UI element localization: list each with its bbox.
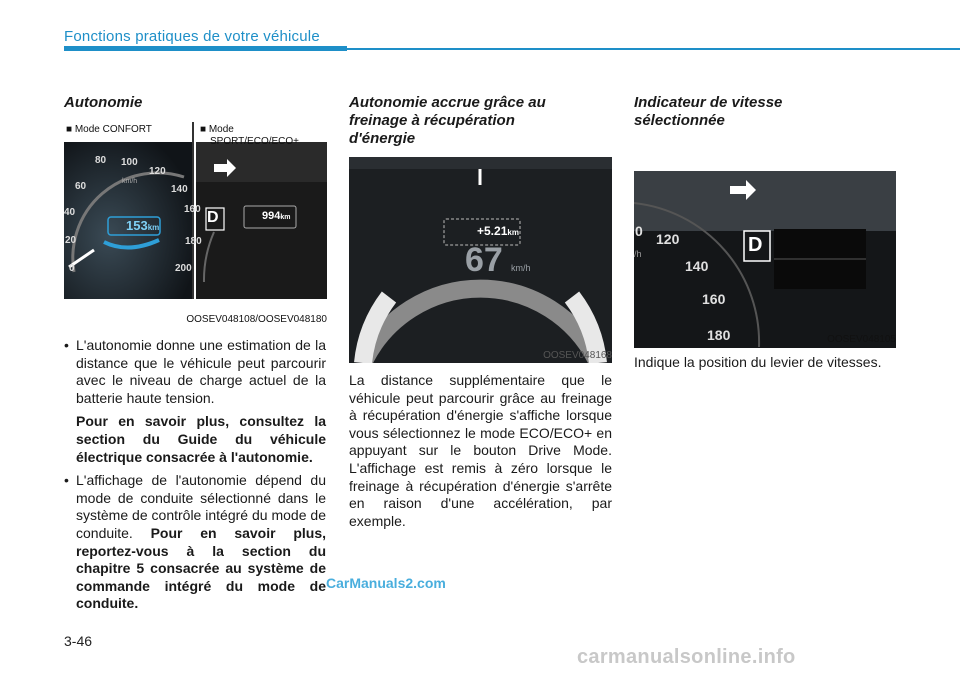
caption-indicateur: OOSEV048105 bbox=[827, 334, 896, 345]
gauge-tick-140: 140 bbox=[171, 184, 188, 195]
text-indicateur: Indique la position du levier de vitesses. bbox=[634, 354, 882, 370]
range-value-confort: 153km bbox=[126, 218, 160, 233]
heading-autonomie: Autonomie bbox=[64, 94, 143, 111]
gear-indicator-selected: D bbox=[748, 234, 763, 256]
page-number: 3-46 bbox=[64, 633, 93, 649]
gauge-tick-0: 0 bbox=[69, 263, 75, 274]
speed-tick-0: 0 bbox=[635, 223, 643, 239]
heading-indicateur-vitesse: Indicateur de vitesse sélectionnée bbox=[634, 94, 783, 129]
gauge-tick-120: 120 bbox=[149, 166, 166, 177]
gauge-tick-60: 60 bbox=[75, 181, 87, 192]
speed-unit: km/h bbox=[511, 263, 531, 273]
figure-freinage-recuperation bbox=[349, 157, 612, 363]
gauge-tick-180: 180 bbox=[185, 236, 202, 247]
bullet-autonomie-2: • L'affichage de l'autonomie dépend du mode de conduite sélectionné dans le système de contrôle intégré du mode de conduite. Pour en savoir plus, reportez-vous à la section du chapitre 5 consacrée au système de commande intégré du mode de conduite. bbox=[64, 472, 326, 613]
bullet-autonomie-1-bold: Pour en savoir plus, consultez la section du Guide du véhicule électrique consacrée à l'autonomie. bbox=[76, 413, 326, 465]
gauge-tick-100: 100 bbox=[121, 157, 138, 168]
text-autonomie bbox=[64, 337, 326, 619]
gauge-unit: km/h bbox=[122, 178, 138, 185]
extra-range-value: +5.21km bbox=[477, 224, 519, 238]
text-freinage: La distance supplémentaire que le véhicule peut parcourir grâce au freinage à récupération d'énergie s'affiche lorsque vous sélectionnez le mode ECO/ECO+ en appuyant sur le bouton Drive Mode. L'affichage est remis à zéro lorsque le freinage à récupération d'énergie s'arrête en raison d'une accélération, par exemple. bbox=[349, 372, 612, 529]
gauge-tick-200: 200 bbox=[175, 263, 192, 274]
watermark-carmanuals2[interactable]: CarManuals2.com bbox=[326, 575, 446, 591]
figure-autonomie bbox=[64, 122, 327, 299]
caption-freinage: OOSEV048168 bbox=[543, 350, 612, 361]
speed-tick-120: 120 bbox=[656, 231, 680, 247]
fig-label-sport-line2: SPORT/ECO/ECO+ bbox=[210, 136, 300, 147]
heading-autonomie-accrue: Autonomie accrue grâce au freinage à récupération d'énergie bbox=[349, 94, 546, 147]
gear-indicator-d: D bbox=[207, 209, 219, 226]
fig-label-sport-line1: ■ Mode bbox=[200, 124, 234, 135]
bullet-autonomie-2-bold: Pour en savoir plus, reportez-vous à la section du chapitre 5 consacrée au système de commande intégré du mode de conduite. bbox=[76, 524, 326, 612]
speed-tick-140: 140 bbox=[685, 258, 709, 274]
speed-tick-160: 160 bbox=[702, 291, 726, 307]
figure-indicateur-vitesse bbox=[634, 141, 896, 348]
page-header bbox=[64, 24, 960, 54]
caption-autonomie: OOSEV048108/OOSEV048180 bbox=[186, 314, 327, 325]
header-rule-accent bbox=[64, 46, 347, 51]
range-value-sport: 994km bbox=[262, 210, 291, 222]
speed-value: 67 bbox=[465, 241, 503, 279]
watermark-carmanualsonline[interactable]: carmanualsonline.info bbox=[577, 646, 796, 668]
gauge-tick-160: 160 bbox=[184, 204, 201, 215]
gauge-tick-80: 80 bbox=[95, 155, 107, 166]
gauge-tick-40: 40 bbox=[64, 207, 76, 218]
header-title: Fonctions pratiques de votre véhicule bbox=[64, 28, 320, 45]
fig-label-confort: ■ Mode CONFORT bbox=[66, 124, 152, 135]
speed-tick-180: 180 bbox=[707, 327, 731, 343]
gauge-tick-20: 20 bbox=[65, 235, 77, 246]
speed-unit-partial: /h bbox=[634, 249, 642, 259]
bullet-autonomie-1: • L'autonomie donne une estimation de la distance que le véhicule peut parcourir avec le niveau de charge actuel de la batterie haute tension. Pour en savoir plus, consultez la section du Guide du véhicule électrique consacrée à l'autonomie. bbox=[64, 337, 326, 466]
